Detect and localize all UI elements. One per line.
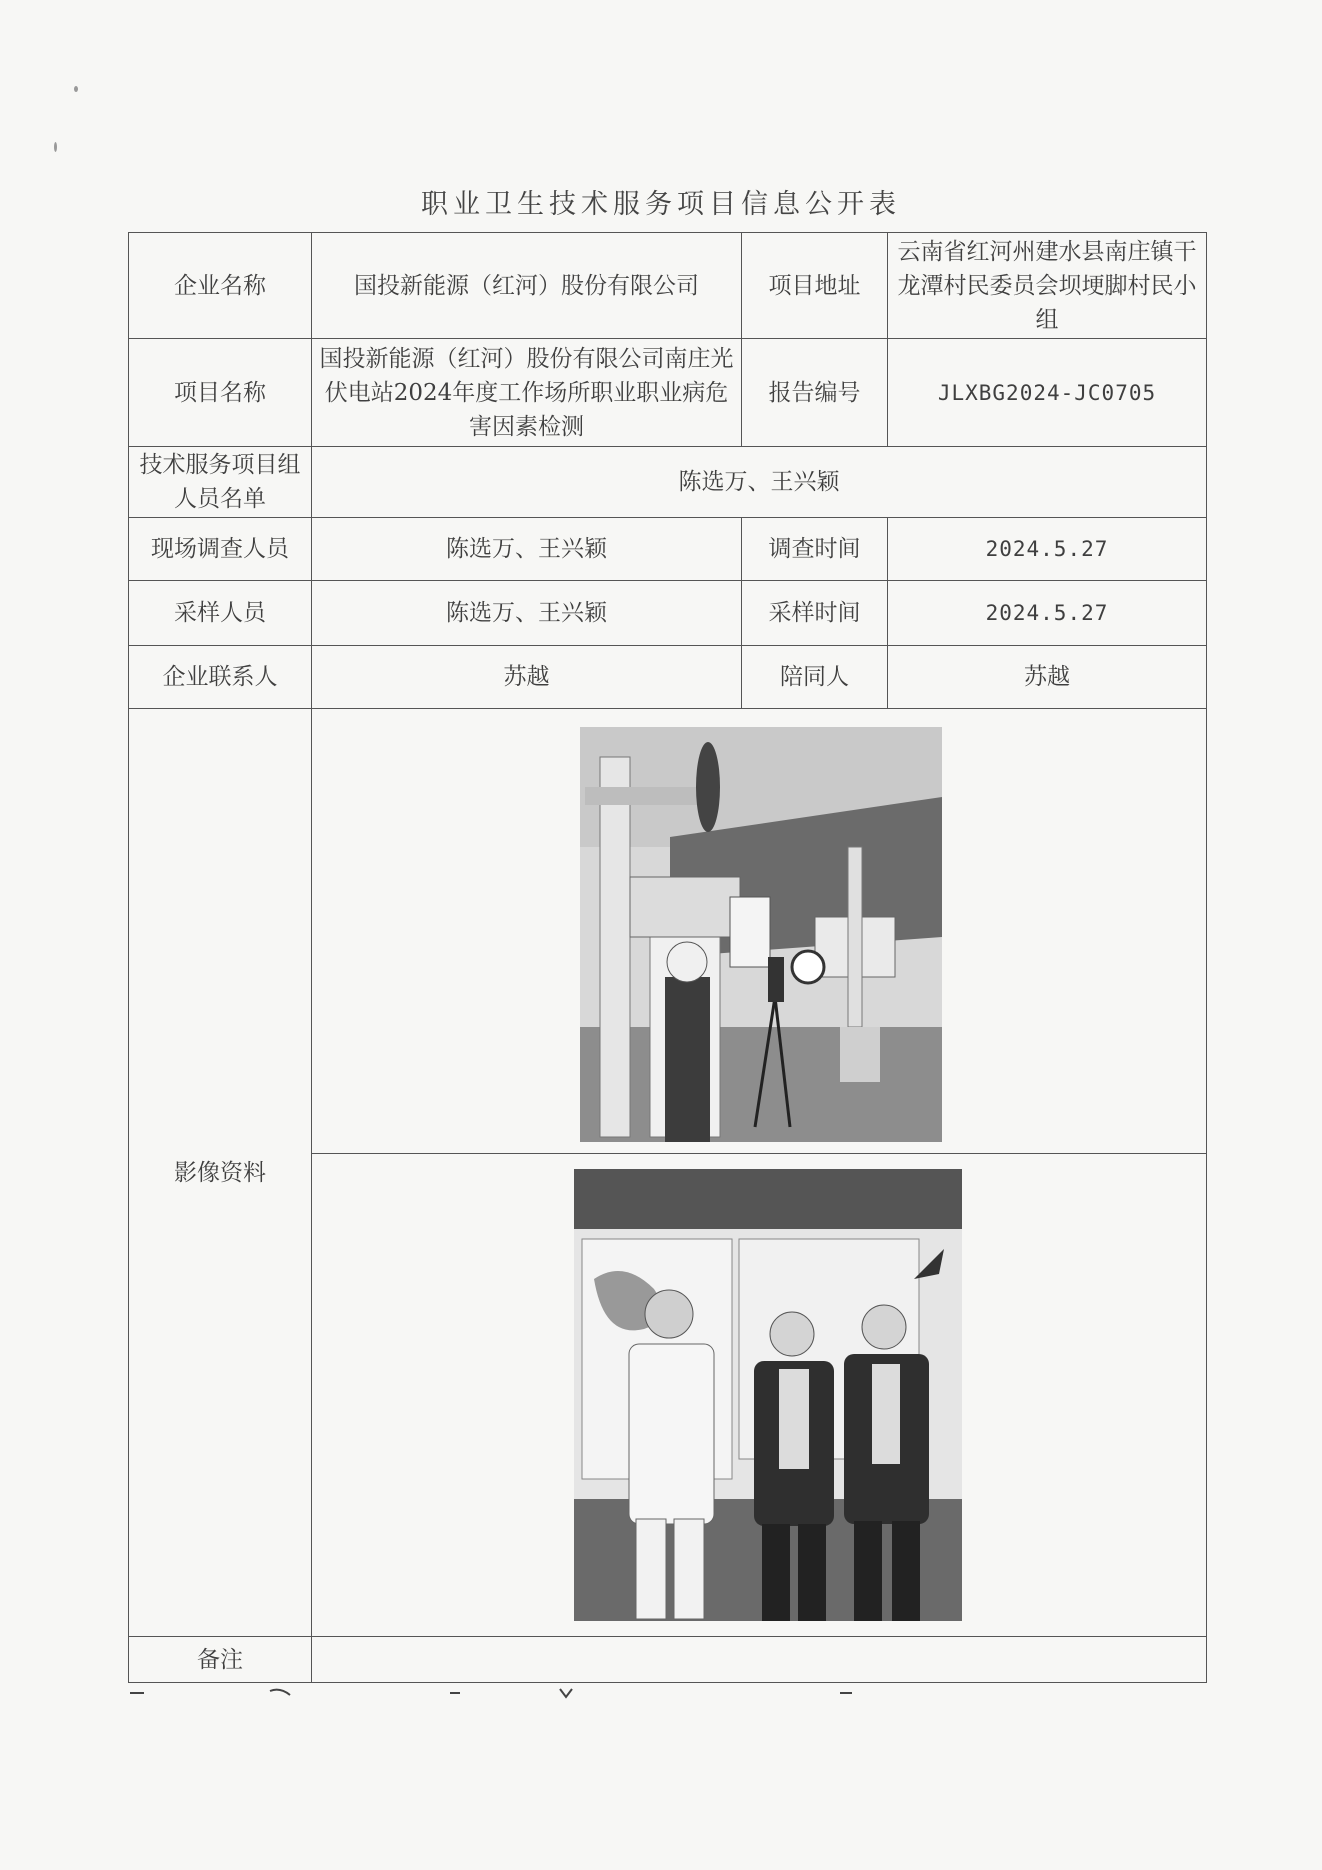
survey-time-label: 调查时间 xyxy=(742,518,888,581)
sampling-staff-value: 陈选万、王兴颖 xyxy=(312,581,742,646)
substation-photo-graphic xyxy=(580,727,942,1142)
table-row xyxy=(129,518,1207,581)
images-label: 影像资料 xyxy=(129,709,312,1637)
photo-cell-1 xyxy=(312,709,1207,1154)
page-title: 职业卫生技术服务项目信息公开表 xyxy=(421,189,901,220)
team-photo-graphic xyxy=(574,1169,962,1621)
address-value: 云南省红河州建水县南庄镇干龙潭村民委员会坝埂脚村民小组 xyxy=(888,233,1207,339)
table-row xyxy=(129,646,1207,709)
team-label: 技术服务项目组人员名单 xyxy=(129,447,312,518)
photo-cell-2 xyxy=(312,1154,1207,1637)
address-label: 项目地址 xyxy=(742,233,888,339)
info-table xyxy=(128,232,1207,1683)
team-group-photo-icon xyxy=(574,1169,962,1621)
survey-staff-label: 现场调查人员 xyxy=(129,518,312,581)
report-value: JLXBG2024-JC0705 xyxy=(888,339,1207,447)
table-row xyxy=(129,233,1207,339)
sampling-time-value: 2024.5.27 xyxy=(888,581,1207,646)
sampling-time-label: 采样时间 xyxy=(742,581,888,646)
table-row xyxy=(129,447,1207,518)
remarks-value xyxy=(312,1637,1207,1683)
escort-label: 陪同人 xyxy=(742,646,888,709)
substation-sampling-photo-icon xyxy=(580,727,942,1142)
table-row xyxy=(129,709,1207,1154)
team-value: 陈选万、王兴颖 xyxy=(312,447,1207,518)
escort-value: 苏越 xyxy=(888,646,1207,709)
table-row xyxy=(129,1637,1207,1683)
cut-off-signature-marks xyxy=(120,1685,1210,1699)
project-label: 项目名称 xyxy=(129,339,312,447)
remarks-label: 备注 xyxy=(129,1637,312,1683)
company-label: 企业名称 xyxy=(129,233,312,339)
survey-time-value: 2024.5.27 xyxy=(888,518,1207,581)
project-value: 国投新能源（红河）股份有限公司南庄光伏电站2024年度工作场所职业职业病危害因素检测 xyxy=(312,339,742,447)
scan-mark xyxy=(54,142,57,152)
contact-value: 苏越 xyxy=(312,646,742,709)
table-row xyxy=(129,581,1207,646)
report-label: 报告编号 xyxy=(742,339,888,447)
survey-staff-value: 陈选万、王兴颖 xyxy=(312,518,742,581)
sampling-staff-label: 采样人员 xyxy=(129,581,312,646)
contact-label: 企业联系人 xyxy=(129,646,312,709)
scan-mark xyxy=(74,86,78,92)
table-row xyxy=(129,339,1207,447)
company-value: 国投新能源（红河）股份有限公司 xyxy=(312,233,742,339)
